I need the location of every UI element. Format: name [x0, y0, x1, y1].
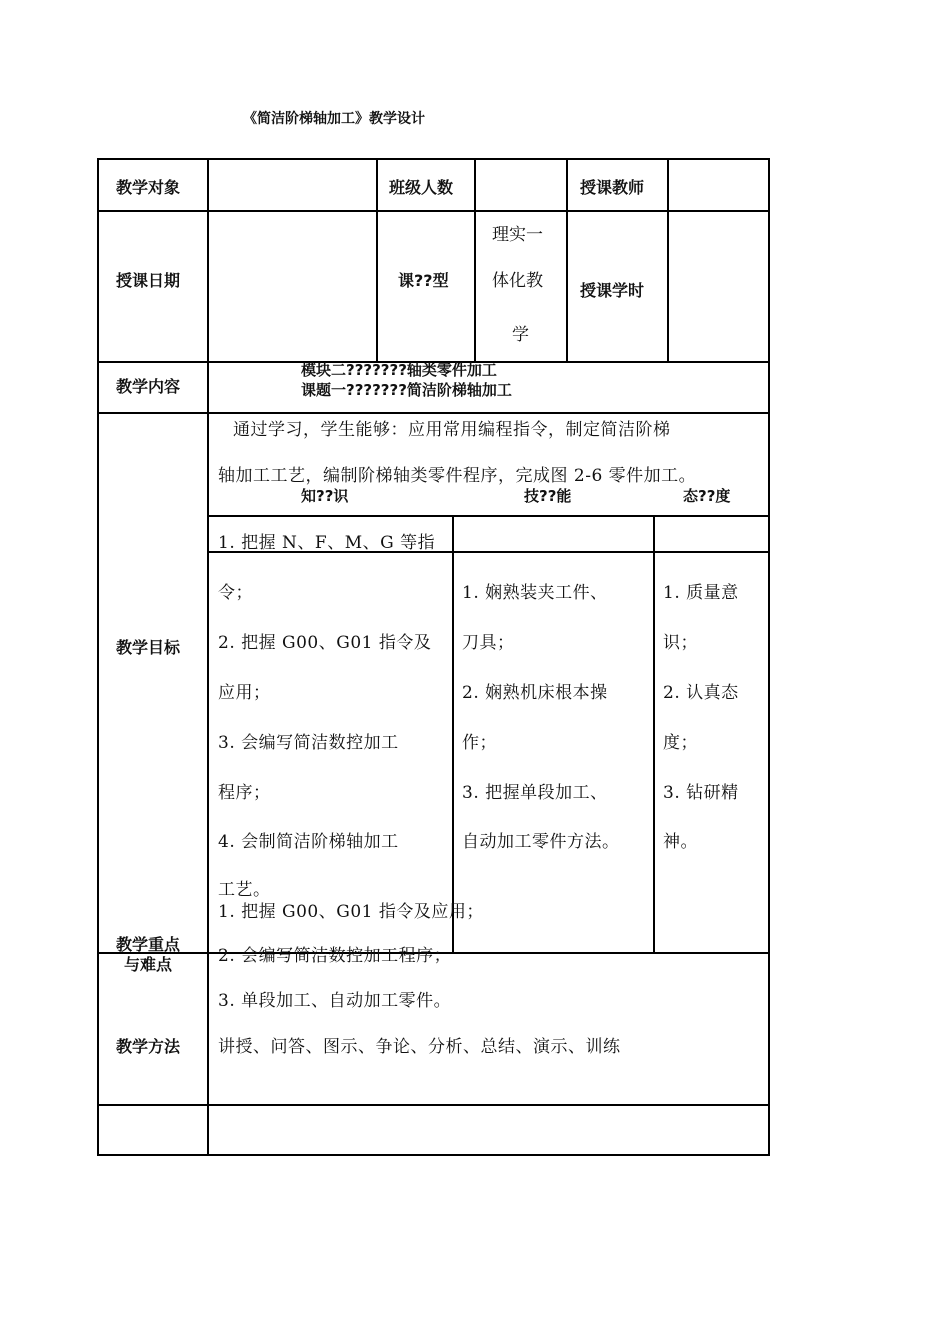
skill-line: 1. 娴熟装夹工件、	[462, 583, 608, 603]
goals-divider-col-attitude	[653, 515, 655, 954]
label-key-points-line2: 与难点	[124, 955, 173, 974]
label-teaching-object: 教学对象	[116, 178, 181, 197]
label-date: 授课日期	[116, 271, 181, 290]
table-divider-row1	[97, 210, 770, 212]
goals-divider-col-skill	[452, 515, 454, 954]
content-topic: 课题一???????简洁阶梯轴加工	[301, 381, 512, 399]
table-border-left	[97, 158, 99, 1156]
teaching-methods-value: 讲授、问答、图示、争论、分析、总结、演示、训练	[218, 1037, 621, 1057]
attitude-line: 1. 质量意	[663, 583, 739, 603]
table-divider-last	[97, 1104, 770, 1106]
label-teacher: 授课教师	[580, 178, 645, 197]
course-type-line: 理实一	[492, 225, 543, 245]
knowledge-line: 3. 会编写简洁数控加工	[218, 733, 399, 753]
knowledge-line: 1. 把握 N、F、M、G 等指	[218, 533, 436, 553]
goals-divider-header	[207, 515, 770, 517]
table-border-right	[768, 158, 770, 1156]
knowledge-line: 令；	[218, 583, 253, 603]
skill-line: 作；	[462, 733, 497, 753]
attitude-line: 3. 钻研精	[663, 783, 739, 803]
table-divider-col4	[566, 158, 568, 363]
label-hours: 授课学时	[580, 281, 645, 300]
page-title: 《简洁阶梯轴加工》教学设计	[243, 111, 425, 127]
course-type-line: 体化教	[492, 271, 543, 291]
table-divider-label-col	[207, 158, 209, 1156]
table-border-bottom	[97, 1154, 770, 1156]
knowledge-line: 程序；	[218, 783, 271, 803]
attitude-line: 2. 认真态	[663, 683, 739, 703]
column-knowledge: 知??识	[301, 487, 349, 505]
attitude-line: 识；	[663, 633, 698, 653]
goals-intro-line: 轴加工工艺，编制阶梯轴类零件程序，完成图 2-6 零件加工。	[218, 466, 697, 486]
attitude-line: 神。	[663, 832, 698, 852]
label-class-size: 班级人数	[389, 178, 454, 197]
skill-line: 3. 把握单段加工、	[462, 783, 608, 803]
skill-line: 2. 娴熟机床根本操	[462, 683, 608, 703]
table-divider-col3	[474, 158, 476, 363]
column-attitude: 态??度	[683, 487, 731, 505]
key-point-line: 1. 把握 G00、G01 指令及应用；	[218, 902, 484, 922]
table-divider-col5	[667, 158, 669, 363]
table-divider-col2	[376, 158, 378, 363]
skill-line: 自动加工零件方法。	[462, 832, 620, 852]
key-point-line: 2. 会编写简洁数控加工程序；	[218, 946, 452, 966]
table-divider-row3	[97, 412, 770, 414]
course-type-line: 学	[512, 325, 529, 345]
knowledge-line: 4. 会制简洁阶梯轴加工	[218, 832, 399, 852]
label-teaching-goals: 教学目标	[116, 638, 181, 657]
content-module: 模块二???????轴类零件加工	[301, 361, 497, 379]
key-point-line: 3. 单段加工、自动加工零件。	[218, 991, 452, 1011]
label-course-type: 课??型	[398, 271, 449, 290]
column-skill: 技??能	[524, 487, 572, 505]
table-border-top	[97, 158, 770, 160]
knowledge-line: 应用；	[218, 683, 271, 703]
skill-line: 刀具；	[462, 633, 515, 653]
label-key-points: 教学重点	[116, 935, 181, 954]
attitude-line: 度；	[663, 733, 698, 753]
label-teaching-content: 教学内容	[116, 377, 181, 396]
label-teaching-methods: 教学方法	[116, 1037, 181, 1056]
knowledge-line: 工艺。	[218, 880, 271, 900]
goals-intro-line: 通过学习，学生能够：应用常用编程指令，制定简洁阶梯	[233, 420, 671, 440]
knowledge-line: 2. 把握 G00、G01 指令及	[218, 633, 432, 653]
